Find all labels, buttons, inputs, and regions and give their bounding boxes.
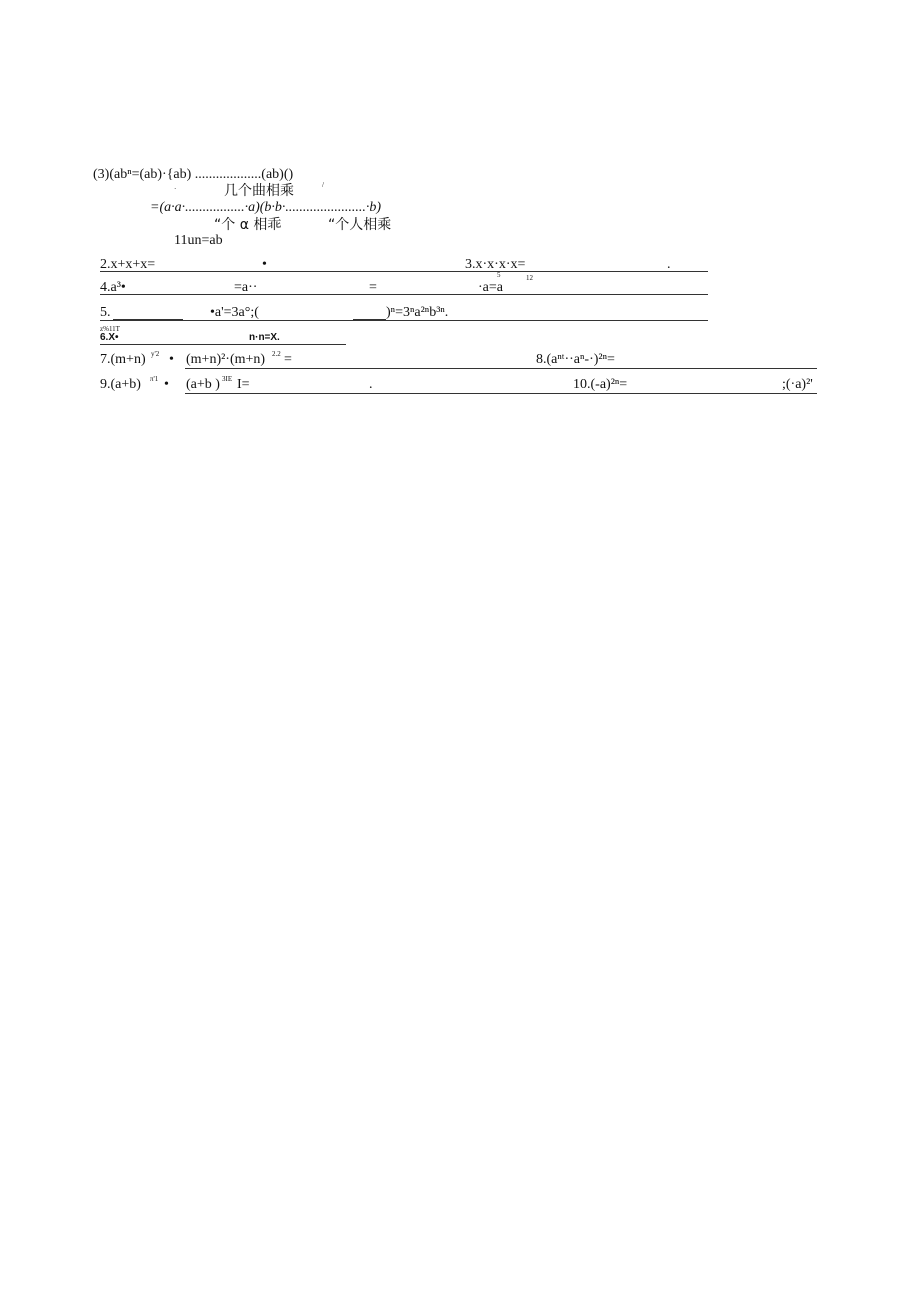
exercise-5: 5. [100, 305, 111, 320]
answer-line-row-6 [185, 393, 817, 394]
exercise-4: 4.a³• [100, 280, 126, 295]
formula-tick: · [174, 185, 177, 193]
exercise-5-right: )ⁿ=3ⁿa²ⁿb³ⁿ. [386, 305, 449, 320]
exercise-4-mid: =a·· [234, 280, 258, 295]
formula-line-1: (3)(abⁿ=(ab)·{ab) ...................(ab)() [93, 167, 294, 182]
exercise-9: 9.(a+b) [100, 377, 141, 392]
answer-line-row-2 [100, 294, 708, 295]
exercise-9-sup-2: 3IE [222, 375, 233, 383]
exercise-9-mid: (a+b ) [186, 377, 220, 392]
exercise-3: 3.x·x·x·x= [465, 257, 526, 272]
answer-line-row-3 [100, 320, 708, 321]
exercise-4-eq: = [369, 280, 377, 295]
formula-slash: / [322, 181, 324, 189]
exercise-5-mid: •a'=3a°;( [210, 305, 259, 320]
formula-line-2: =(a·a·.................·a)(b·b·.......................·b) [150, 200, 382, 215]
answer-line-row-5 [185, 368, 817, 369]
exercise-7: 7.(m+n) [100, 352, 146, 367]
exercise-7-eq: = [284, 352, 292, 367]
exercise-7-sup-2: 2.2 [272, 350, 281, 358]
exercise-10-right: ;(·a)²' [782, 377, 813, 392]
exercise-6-right: n·n=X. [249, 332, 280, 343]
answer-line-row-1 [100, 271, 708, 272]
exercise-7-dot: • [169, 352, 174, 367]
exercise-2-dot: • [262, 257, 267, 272]
formula-label-n-factors: 几个曲相乘 [224, 183, 294, 199]
exercise-4-right: ·a=a [478, 280, 503, 295]
answer-line-row-4 [100, 344, 346, 345]
exercise-9-mid-2: I= [237, 377, 250, 392]
exercise-6-small-note: z%11T [100, 325, 120, 333]
exercise-8: 8.(aⁿᵗ··aⁿ-·)²ⁿ= [536, 352, 615, 367]
exercise-3-end: . [667, 257, 671, 272]
exercise-7-sup: y'2 [151, 350, 160, 358]
exercise-10: 10.(-a)²ⁿ= [573, 377, 628, 392]
exercise-9-dot: • [164, 377, 169, 392]
formula-label-b-factors: “个人相乘 [328, 217, 392, 233]
exercise-2: 2.x+x+x= [100, 257, 156, 272]
formula-label-a-factors: “个 α 相乖 [214, 217, 282, 233]
formula-result: 11un=ab [174, 233, 223, 248]
exercise-9-sup: π'1 [150, 375, 159, 383]
exercise-7-mid: (m+n)²·(m+n) [186, 352, 266, 367]
exercise-4-sup-5: 5 [497, 271, 501, 279]
exercise-9-end: . [369, 377, 373, 392]
exercise-4-sup-12: 12 [526, 274, 533, 282]
exercise-6: 6.X• [100, 332, 119, 343]
